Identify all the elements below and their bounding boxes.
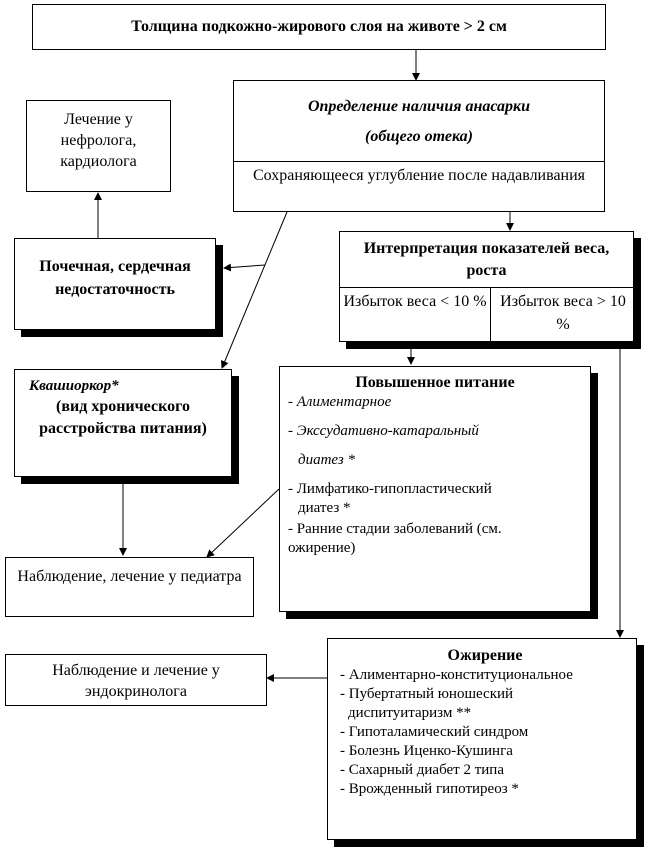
obesity-item-6: - Врожденный гипотиреоз * — [340, 781, 519, 797]
arrow-nutrition-to-pediatr — [207, 489, 279, 557]
anasarca-box — [233, 80, 605, 212]
obesity-item-2-cont: диспитуитаризм ** — [348, 705, 472, 721]
pediatr-box — [5, 557, 254, 617]
endo-box — [5, 654, 267, 706]
nutrition-item-1: - Алиментарное — [288, 394, 392, 410]
anasarca-bottom-text: Сохраняющееся углубление после надавливания — [252, 167, 586, 184]
interpretation-title: Интерпретация показателей веса, роста — [363, 240, 610, 279]
interpretation-box — [339, 231, 634, 342]
nutrition-item-2: - Экссудативно-катаральный — [288, 423, 479, 439]
obesity-item-3: - Гипоталамический синдром — [340, 724, 529, 740]
insufficiency-box — [14, 238, 216, 330]
arrow-anasarca-to-kwashiorkor — [222, 212, 287, 368]
pediatr-text: Наблюдение, лечение у педиатра — [17, 568, 242, 585]
top-box — [32, 4, 606, 50]
kwashiorkor-box — [14, 369, 232, 477]
arrow-branch-to-insufficiency — [224, 265, 265, 268]
top-box-text: Толщина подкожно-жирового слоя на животе > 2 см — [131, 18, 507, 35]
nephro-text: Лечение у нефролога, кардиолога — [60, 111, 137, 170]
obesity-item-1: - Алиментарно-конституциональное — [340, 667, 573, 683]
nutrition-item-3-cont: диатез * — [298, 500, 351, 516]
nephro-box — [26, 100, 171, 192]
nutrition-item-3: - Лимфатико-гипопластический — [288, 481, 492, 497]
obesity-box — [327, 638, 637, 840]
endo-text: Наблюдение и лечение у эндокринолога — [52, 662, 220, 700]
obesity-item-5: - Сахарный диабет 2 типа — [340, 762, 504, 778]
nutrition-item-4: - Ранние стадии заболеваний (см. — [288, 521, 502, 537]
interpretation-right: Избыток веса > 10 % — [500, 293, 626, 333]
nutrition-title: Повышенное питание — [355, 374, 515, 391]
nutrition-item-4-cont: ожирение) — [288, 540, 356, 556]
interpretation-left: Избыток веса < 10 % — [343, 293, 487, 310]
insufficiency-text: Почечная, сердечная недостаточность — [39, 258, 191, 298]
nutrition-item-2-cont: диатез * — [298, 452, 355, 468]
obesity-item-2: - Пубертатный юношеский — [340, 686, 514, 702]
anasarca-title-line1: Определение наличия анасарки — [307, 98, 531, 115]
obesity-title: Ожирение — [447, 647, 523, 664]
anasarca-title-line2: (общего отека) — [364, 128, 474, 145]
nutrition-box — [279, 366, 591, 612]
obesity-item-4: - Болезнь Иценко-Кушинга — [340, 743, 513, 759]
kwashiorkor-desc: (вид хронического расстройства питания) — [39, 398, 207, 437]
kwashiorkor-title: Квашиоркор* — [29, 378, 119, 394]
